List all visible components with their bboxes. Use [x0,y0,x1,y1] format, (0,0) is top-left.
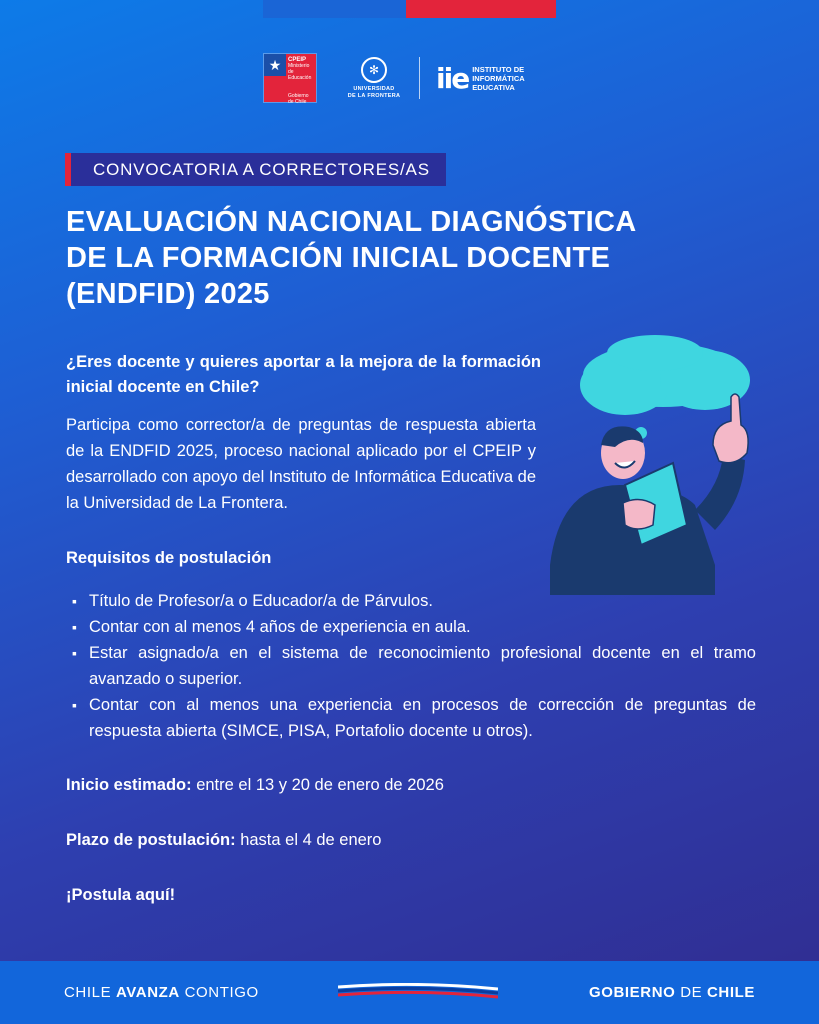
bullet-icon: ▪ [72,645,77,661]
ufro-line-2: DE LA FRONTERA [347,92,401,99]
top-color-bars [263,0,556,18]
deadline-value: hasta el 4 de enero [240,831,382,849]
bullet-icon: ▪ [72,593,77,609]
left-hand-icon [623,499,655,529]
footer-slogan [64,984,259,1001]
cpeip-logo-name: CPEIP [288,57,307,63]
cpeip-logo-gov: Gobierno de Chile [288,93,309,105]
cpeip-logo [263,53,317,103]
title-line-3: (ENDFID) 2025 [66,278,270,310]
call-tag [65,153,446,186]
iie-mark: iie [436,61,469,95]
footer-bar [0,961,819,1024]
deadline-line [66,831,381,850]
iie-line-2: INFORMÁTICA [472,73,525,83]
requirement-text: Estar asignado/a en el sistema de reconocimiento profesional docente en el tramo avanzado o superior. [89,644,756,688]
slogan-part-2: AVANZA [115,984,180,1001]
gov-part-2: DE [675,984,707,1001]
start-date-line [66,776,444,795]
gov-part-3: CHILE [707,984,755,1001]
ufro-line-1: UNIVERSIDAD [353,85,395,92]
intro-paragraph: Participa como corrector/a de preguntas de respuesta abierta de la ENDFID 2025, proceso nacional aplicado por el CPEIP y desarrollado con apoyo del Instituto de Informática Educativa de la Universidad de La Frontera. [66,416,536,512]
footer-government [589,984,755,1001]
raised-arm-icon [695,455,745,530]
bullet-icon: ▪ [72,697,77,713]
logo-row [263,52,525,104]
iie-logo [436,62,525,95]
thought-cloud-icon [580,335,750,415]
lead-question: ¿Eres docente y quieres aportar a la mejora de la formación inicial docente en Chile? [66,353,541,396]
requirements-list [72,588,756,744]
iie-line-3: EDUCATIVA [472,82,515,92]
page-title [66,204,706,312]
requirement-text: Contar con al menos una experiencia en procesos de corrección de preguntas de respuesta abierta (SIMCE, PISA, Portafolio docente u otros). [89,696,756,740]
bullet-icon: ▪ [72,619,77,635]
slogan-part-1: CHILE [64,984,116,1001]
list-item [72,588,756,614]
list-item [72,692,756,744]
title-line-1: EVALUACIÓN NACIONAL DIAGNÓSTICA [66,206,637,238]
ufro-logo [343,57,405,100]
top-bar-blue [263,0,406,18]
university-seal-icon: ✻ [361,57,387,83]
gov-part-1: GOBIERNO [588,984,676,1001]
logo-divider [419,57,420,99]
list-item [72,614,756,640]
tag-label: CONVOCATORIA A CORRECTORES/AS [71,153,446,186]
start-date-value: entre el 13 y 20 de enero de 2026 [196,776,444,794]
flag-stripes-icon [338,983,498,999]
apply-here-link[interactable]: ¡Postula aquí! [66,886,176,904]
teacher-thinking-illustration [545,335,760,595]
iie-line-1: INSTITUTO DE [472,64,525,74]
top-bar-red [406,0,556,18]
cpeip-logo-ministry: Ministerio de Educación [288,63,312,81]
start-date-label: Inicio estimado: [66,776,192,794]
requirement-text: Contar con al menos 4 años de experiencia en aula. [89,618,471,636]
slogan-part-3: CONTIGO [179,984,259,1001]
deadline-label: Plazo de postulación: [66,831,236,849]
requirement-text: Título de Profesor/a o Educador/a de Párvulos. [89,592,433,610]
star-icon: ★ [264,54,286,76]
requirements-title: Requisitos de postulación [66,549,272,567]
title-line-2: DE LA FORMACIÓN INICIAL DOCENTE [66,242,611,274]
list-item [72,640,756,692]
person-head-icon [601,426,645,479]
